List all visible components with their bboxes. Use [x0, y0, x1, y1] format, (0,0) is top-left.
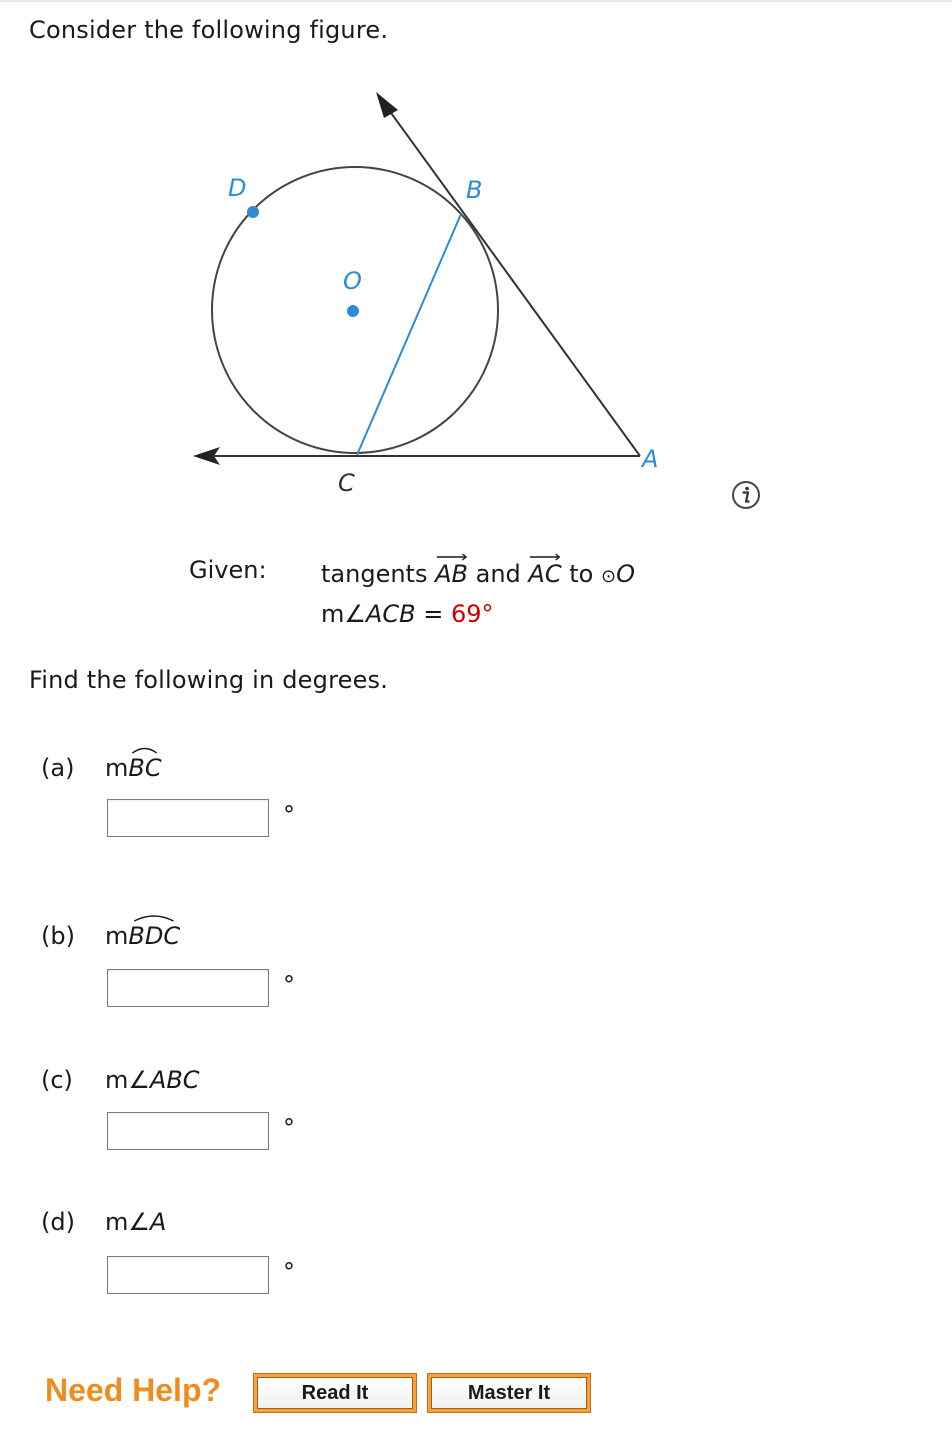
part-prefix: m [105, 754, 129, 782]
arc-notation [128, 754, 161, 782]
part-d-label [41, 1208, 166, 1236]
given-tangents-word: tangents [321, 560, 428, 588]
part-expr: BC [128, 754, 162, 782]
degree-unit-b: ° [283, 971, 295, 999]
label-o: O [343, 267, 362, 295]
part-expr: ABC [149, 1066, 200, 1094]
arc-icon [128, 744, 161, 754]
label-b: B [466, 176, 483, 204]
part-prefix: m∠ [105, 1066, 150, 1094]
ray-arrow-icon [528, 551, 561, 561]
part-expr: A [149, 1208, 167, 1236]
ray-ac-text: AC [528, 560, 562, 588]
part-expr: BDC [128, 922, 181, 950]
part-b-label [41, 922, 180, 950]
label-a: A [642, 445, 659, 473]
degree-unit-c: ° [283, 1114, 295, 1142]
point-d [247, 206, 259, 218]
ray-ab-notation [435, 560, 468, 588]
part-letter: (c) [41, 1066, 73, 1094]
circle-name: O [616, 560, 635, 588]
label-d: D [228, 174, 247, 202]
given-label: Given: [189, 556, 267, 584]
point-o [347, 305, 359, 317]
top-divider [0, 0, 952, 2]
ray-ac-notation [528, 560, 561, 588]
part-prefix: m∠ [105, 1208, 150, 1236]
arc-notation [128, 922, 180, 950]
master-it-label: Master It [431, 1377, 587, 1409]
part-c-label [41, 1066, 200, 1094]
read-it-label: Read It [257, 1377, 413, 1409]
ray-arrow-icon [435, 551, 468, 561]
angle-name: ACB [365, 600, 416, 628]
part-letter: (b) [41, 922, 75, 950]
given-and-word: and [475, 560, 521, 588]
given-angle [321, 600, 493, 628]
question-intro: Consider the following figure. [29, 16, 389, 44]
part-letter: (a) [41, 754, 75, 782]
info-circle-icon[interactable] [731, 480, 761, 510]
part-prefix: m [105, 922, 129, 950]
find-instruction: Find the following in degrees. [29, 666, 389, 694]
answer-input-d[interactable] [107, 1256, 269, 1294]
need-help-heading: Need Help? [45, 1372, 222, 1408]
given-to-word: to [569, 560, 594, 588]
tangent-ray-ab [386, 106, 640, 456]
part-letter: (d) [41, 1208, 75, 1236]
read-it-button[interactable] [253, 1373, 417, 1413]
answer-input-a[interactable] [107, 799, 269, 837]
label-c: C [338, 469, 355, 497]
degree-unit-a: ° [283, 801, 295, 829]
master-it-button[interactable] [427, 1373, 591, 1413]
degree-unit-d: ° [283, 1258, 295, 1286]
arc-icon [128, 912, 180, 922]
angle-prefix: m∠ [321, 600, 366, 628]
equals-sign: = [423, 600, 444, 628]
geometry-figure [180, 84, 680, 504]
chord-bc [357, 214, 461, 455]
angle-value: 69° [450, 600, 494, 628]
part-a-label [41, 754, 162, 782]
ray-ab-arrowhead [376, 92, 398, 118]
answer-input-b[interactable] [107, 969, 269, 1007]
answer-input-c[interactable] [107, 1112, 269, 1150]
circle-symbol: ⊙ [600, 566, 617, 587]
given-tangents [321, 560, 635, 588]
ray-ab-text: AB [435, 560, 468, 588]
